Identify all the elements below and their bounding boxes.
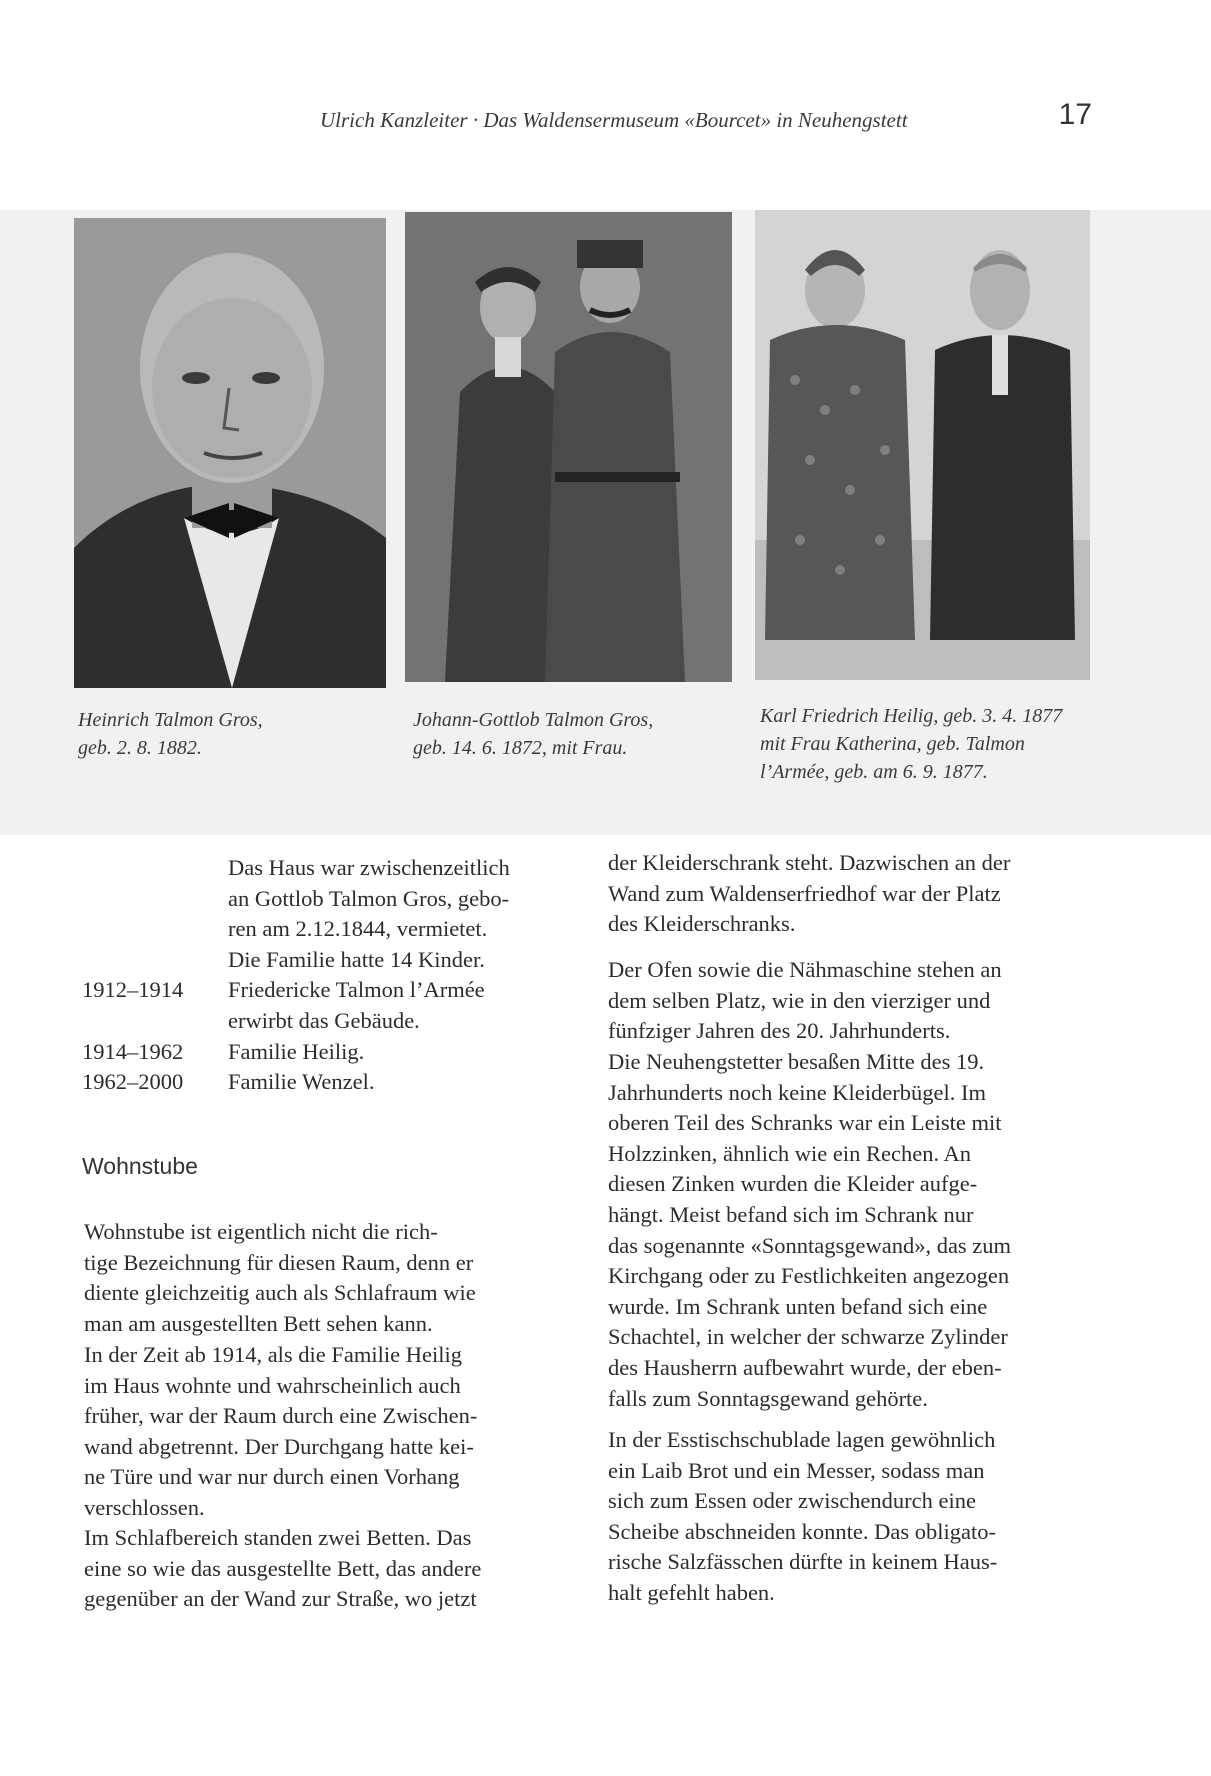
chronology-description: [228, 975, 570, 1036]
text-line: Scheibe abschneiden konnte. Das obligato-: [608, 1518, 997, 1544]
text-line: verschlossen.: [84, 1494, 205, 1520]
text-line: ein Laib Brot und ein Messer, sodass man: [608, 1457, 985, 1483]
left-paragraph-2: [84, 1340, 572, 1524]
caption-line: l’Armée, geb. am 6. 9. 1877.: [760, 761, 988, 783]
text-line: wand abgetrennt. Der Durchgang hatte kei-: [84, 1433, 474, 1459]
running-header: [320, 98, 1092, 133]
text-line: halt gefehlt haben.: [608, 1579, 775, 1605]
left-paragraph-1: [84, 1217, 572, 1339]
text-line: Friedericke Talmon l’Armée: [228, 977, 485, 1003]
text-line: ne Türe und war nur durch einen Vorhang: [84, 1464, 460, 1490]
text-line: Der Ofen sowie die Nähmaschine stehen an: [608, 957, 1002, 982]
left-paragraph-3: [84, 1523, 572, 1615]
caption-line: mit Frau Katherina, geb. Talmon: [760, 733, 1025, 755]
text-line: Jahrhunderts noch keine Kleiderbügel. Im: [608, 1079, 987, 1105]
text-line: rische Salzfässchen dürfte in keinem Haus-: [608, 1549, 998, 1575]
chronology-description: [228, 1067, 570, 1098]
text-line: hängt. Meist befand sich im Schrank nur: [608, 1201, 974, 1227]
right-paragraph-3: [608, 1047, 1098, 1414]
portrait-couple-soldier-image: [405, 212, 732, 682]
house-chronology: [82, 853, 570, 1098]
text-line: tige Bezeichnung für diesen Raum, denn er: [84, 1249, 474, 1275]
text-line: Schachtel, in welcher der schwarze Zylinder: [608, 1324, 1008, 1350]
text-line: Familie Heilig.: [228, 1038, 365, 1064]
text-line: der Kleiderschrank steht. Dazwischen an der: [608, 850, 1011, 875]
photo-karl-friedrich-heilig: [755, 210, 1090, 680]
chronology-year: 1912–1914: [82, 977, 184, 1003]
text-line: diente gleichzeitig auch als Schlafraum wie: [84, 1280, 476, 1306]
text-line: Die Neuhengstetter besaßen Mitte des 19.: [608, 1049, 985, 1074]
text-line: Familie Wenzel.: [228, 1069, 375, 1095]
text-line: gegenüber an der Wand zur Straße, wo jetzt: [84, 1586, 477, 1612]
caption-heinrich-talmon-gros: [78, 706, 378, 762]
chronology-description: [228, 853, 570, 975]
portrait-seated-couple-image: [755, 210, 1090, 680]
text-line: Im Schlafbereich standen zwei Betten. Das: [84, 1525, 472, 1550]
portrait-man-bowtie-image: [74, 218, 386, 688]
caption-line: geb. 2. 8. 1882.: [78, 737, 202, 759]
text-line: früher, war der Raum durch eine Zwischen-: [84, 1403, 478, 1429]
text-line: oberen Teil des Schranks war ein Leiste mit: [608, 1110, 1002, 1136]
text-line: des Kleiderschranks.: [608, 911, 796, 937]
chronology-year: 1914–1962: [82, 1038, 184, 1064]
chronology-year: [82, 853, 228, 975]
caption-line: Johann-Gottlob Talmon Gros,: [413, 709, 654, 731]
text-line: im Haus wohnte und wahrscheinlich auch: [84, 1372, 461, 1398]
text-line: des Hausherrn aufbewahrt wurde, der eben-: [608, 1354, 1002, 1380]
caption-johann-gottlob-talmon-gros: [413, 706, 733, 762]
text-line: diesen Zinken wurden die Kleider aufge-: [608, 1171, 978, 1197]
caption-line: Heinrich Talmon Gros,: [78, 709, 263, 731]
caption-line: Karl Friedrich Heilig, geb. 3. 4. 1877: [760, 705, 1063, 727]
text-line: Kirchgang oder zu Festlichkeiten angezogen: [608, 1263, 1010, 1289]
text-line: eine so wie das ausgestellte Bett, das andere: [84, 1555, 482, 1581]
text-line: Das Haus war zwischenzeitlich: [228, 855, 510, 880]
text-line: Holzzinken, ähnlich wie ein Rechen. An: [608, 1140, 972, 1166]
caption-line: geb. 14. 6. 1872, mit Frau.: [413, 737, 628, 759]
text-line: Wand zum Waldenserfriedhof war der Platz: [608, 880, 1001, 906]
text-line: erwirbt das Gebäude.: [228, 1007, 420, 1033]
chronology-entry: [82, 1037, 570, 1068]
text-line: Wohnstube ist eigentlich nicht die rich-: [84, 1219, 438, 1244]
text-line: ren am 2.12.1844, vermietet.: [228, 916, 488, 942]
text-line: dem selben Platz, wie in den vierziger und: [608, 987, 991, 1013]
chronology-year: 1962–2000: [82, 1069, 184, 1095]
right-paragraph-1: [608, 848, 1098, 940]
text-line: wurde. Im Schrank unten befand sich eine: [608, 1293, 988, 1319]
text-line: an Gottlob Talmon Gros, gebo-: [228, 885, 510, 911]
running-title: Ulrich Kanzleiter · Das Waldensermuseum «Bourcet» in Neuhengstett: [320, 108, 908, 132]
chronology-entry: [82, 1067, 570, 1098]
text-line: In der Zeit ab 1914, als die Familie Heilig: [84, 1342, 463, 1367]
page-number: 17: [1058, 98, 1092, 131]
text-line: sich zum Essen oder zwischendurch eine: [608, 1488, 976, 1514]
chronology-description: [228, 1037, 570, 1068]
chronology-entry: [82, 975, 570, 1036]
text-line: In der Esstischschublade lagen gewöhnlich: [608, 1427, 996, 1452]
text-line: man am ausgestellten Bett sehen kann.: [84, 1310, 433, 1336]
text-line: falls zum Sonntagsgewand gehörte.: [608, 1385, 928, 1411]
text-line: das sogenannte «Sonntagsgewand», das zum: [608, 1232, 1012, 1258]
chronology-entry: [82, 853, 570, 975]
text-line: Die Familie hatte 14 Kinder.: [228, 946, 485, 972]
text-line: fünfziger Jahren des 20. Jahrhunderts.: [608, 1018, 951, 1044]
photo-johann-gottlob-talmon-gros: [405, 212, 732, 682]
photo-heinrich-talmon-gros: [74, 218, 386, 688]
caption-karl-friedrich-heilig: [760, 702, 1100, 786]
section-heading: Wohnstube: [82, 1153, 198, 1179]
right-paragraph-2: [608, 955, 1098, 1047]
right-paragraph-4: [608, 1425, 1098, 1609]
